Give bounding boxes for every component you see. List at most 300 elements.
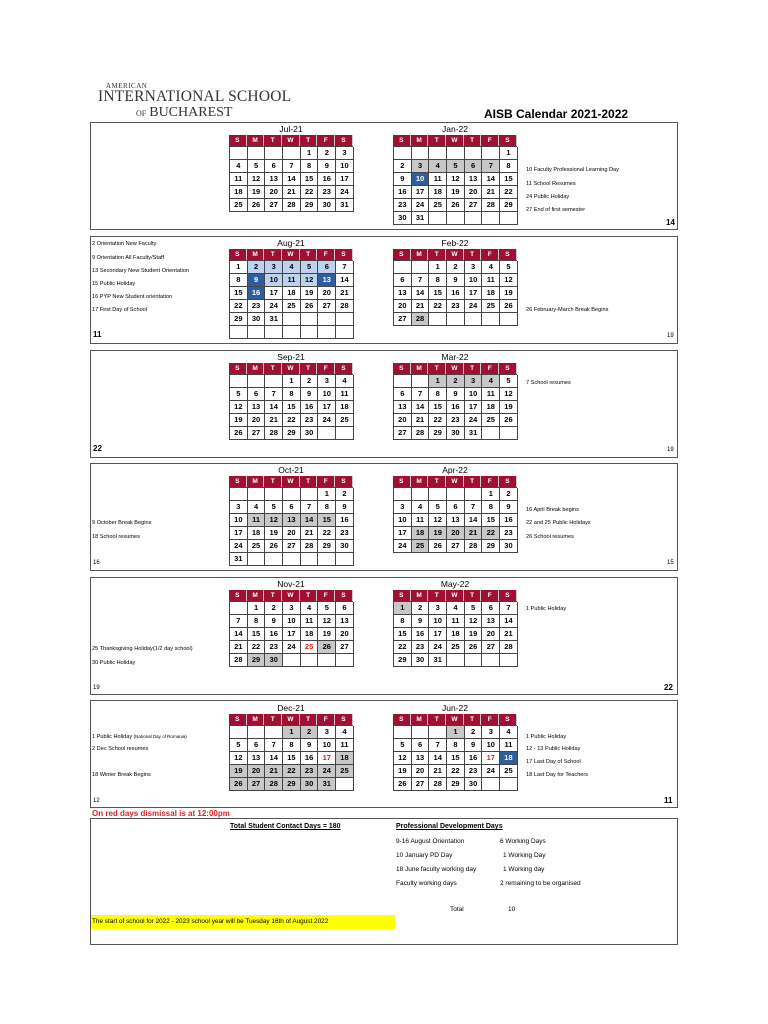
empty-day-cell [301, 654, 319, 667]
day-cell: 4 [500, 726, 518, 739]
day-cell: 27 [447, 540, 465, 553]
month-calendar-jan-22 [393, 124, 517, 225]
day-cell: 9 [447, 388, 465, 401]
day-cell: 25 [482, 414, 500, 427]
empty-day-cell [283, 313, 301, 326]
month-title: Oct-21 [278, 465, 304, 475]
day-cell: 19 [248, 186, 266, 199]
day-cell: 29 [447, 778, 465, 791]
weekday-label: T [300, 363, 318, 374]
day-cell: 2 [301, 375, 319, 388]
day-cell: 26 [318, 641, 336, 654]
day-cell: 5 [265, 501, 283, 514]
day-grid [229, 374, 353, 440]
day-cell: 29 [230, 313, 248, 326]
weekday-label: S [335, 590, 353, 601]
weekday-label: T [428, 476, 446, 487]
day-cell: 1 [429, 375, 447, 388]
day-cell: 11 [248, 514, 266, 527]
day-cell: 17 [318, 752, 336, 765]
day-cell: 12 [230, 401, 248, 414]
day-cell: 21 [265, 414, 283, 427]
day-cell: 23 [265, 641, 283, 654]
weekday-label: W [282, 714, 300, 725]
empty-day-cell [318, 654, 336, 667]
day-cell: 22 [482, 527, 500, 540]
day-cell: 19 [265, 527, 283, 540]
day-cell: 8 [447, 739, 465, 752]
day-cell: 17 [394, 527, 412, 540]
day-cell: 2 [447, 261, 465, 274]
weekday-label: W [446, 249, 464, 260]
note-dec: 18 Winter Break Begins [92, 772, 151, 778]
note-aug: 2 Orientation New Faculty [92, 241, 157, 247]
day-cell: 5 [394, 739, 412, 752]
weekday-header [229, 590, 353, 601]
note-nov: 25 Thanksgiving Holiday(1/2 day school) [92, 646, 193, 652]
pd-row-value: 1 Working Day [503, 852, 546, 859]
weekday-label: T [428, 135, 446, 146]
empty-day-cell [482, 654, 500, 667]
weekday-label: F [481, 363, 499, 374]
day-cell: 30 [301, 427, 319, 440]
note-may: 1 Public Holiday [526, 606, 567, 612]
empty-day-cell [283, 147, 301, 160]
weekday-label: M [411, 590, 429, 601]
empty-day-cell [230, 488, 248, 501]
day-cell: 20 [482, 628, 500, 641]
empty-day-cell [265, 488, 283, 501]
day-cell: 3 [336, 147, 354, 160]
day-count: 14 [666, 218, 675, 227]
day-cell: 25 [336, 765, 354, 778]
month-title: Jul-21 [279, 124, 303, 134]
weekday-label: T [300, 590, 318, 601]
day-cell: 24 [465, 300, 483, 313]
day-cell: 26 [447, 199, 465, 212]
day-cell: 14 [500, 615, 518, 628]
day-cell: 16 [500, 514, 518, 527]
weekday-label: S [393, 590, 411, 601]
day-cell: 22 [394, 641, 412, 654]
day-cell: 6 [283, 501, 301, 514]
day-cell: 25 [230, 199, 248, 212]
day-cell: 3 [283, 602, 301, 615]
day-cell: 23 [412, 641, 430, 654]
day-cell: 30 [447, 427, 465, 440]
day-cell: 28 [230, 654, 248, 667]
day-cell: 23 [447, 300, 465, 313]
day-cell: 7 [412, 274, 430, 287]
day-grid [229, 725, 353, 791]
day-cell: 15 [230, 287, 248, 300]
day-cell: 1 [230, 261, 248, 274]
day-cell: 26 [394, 778, 412, 791]
day-cell: 12 [301, 274, 319, 287]
weekday-label: W [282, 135, 300, 146]
day-grid [393, 601, 517, 667]
day-cell: 11 [482, 388, 500, 401]
weekday-label: M [411, 363, 429, 374]
note-jan: 27 End of first semester [526, 207, 586, 213]
empty-day-cell [230, 375, 248, 388]
month-title: Jun-22 [442, 703, 468, 713]
day-cell: 23 [500, 527, 518, 540]
day-cell: 2 [465, 726, 483, 739]
day-cell: 10 [318, 388, 336, 401]
day-cell: 21 [482, 186, 500, 199]
day-cell: 14 [283, 173, 301, 186]
day-cell: 24 [482, 765, 500, 778]
weekday-header [393, 363, 517, 374]
day-cell: 15 [248, 628, 266, 641]
day-cell: 6 [336, 602, 354, 615]
day-cell: 17 [412, 186, 430, 199]
day-cell: 10 [318, 739, 336, 752]
day-cell: 30 [318, 199, 336, 212]
empty-day-cell [318, 326, 336, 339]
day-cell: 16 [465, 752, 483, 765]
weekday-label: T [264, 249, 282, 260]
day-cell: 13 [265, 173, 283, 186]
weekday-label: T [464, 476, 482, 487]
day-cell: 9 [336, 501, 354, 514]
empty-day-cell [482, 313, 500, 326]
day-cell: 5 [429, 501, 447, 514]
day-count: 12 [93, 798, 100, 804]
day-cell: 10 [412, 173, 430, 186]
day-cell: 10 [482, 739, 500, 752]
day-cell: 21 [412, 300, 430, 313]
weekday-label: T [464, 714, 482, 725]
weekday-label: W [282, 363, 300, 374]
day-cell: 23 [248, 300, 266, 313]
empty-day-cell [482, 778, 500, 791]
weekday-label: F [317, 363, 335, 374]
weekday-label: M [411, 476, 429, 487]
day-cell: 22 [318, 527, 336, 540]
day-cell: 7 [283, 160, 301, 173]
weekday-label: F [481, 249, 499, 260]
day-cell: 12 [447, 173, 465, 186]
day-cell: 15 [429, 401, 447, 414]
day-grid [393, 260, 517, 326]
day-count: 22 [664, 683, 673, 692]
day-cell: 1 [248, 602, 266, 615]
day-cell: 2 [447, 375, 465, 388]
day-cell: 7 [265, 388, 283, 401]
day-cell: 4 [283, 261, 301, 274]
day-cell: 30 [248, 313, 266, 326]
pd-row-value: 1 Working day [503, 866, 545, 873]
day-cell: 20 [465, 186, 483, 199]
weekday-label: T [428, 363, 446, 374]
day-cell: 26 [301, 300, 319, 313]
day-cell: 7 [465, 501, 483, 514]
empty-day-cell [482, 212, 500, 225]
day-cell: 6 [318, 261, 336, 274]
day-cell: 5 [248, 160, 266, 173]
day-grid [229, 487, 353, 566]
day-cell: 12 [465, 615, 483, 628]
day-cell: 14 [465, 514, 483, 527]
day-cell: 1 [318, 488, 336, 501]
empty-day-cell [301, 326, 319, 339]
contact-days: Total Student Contact Days = 180 [230, 823, 341, 830]
empty-day-cell [265, 147, 283, 160]
day-cell: 31 [429, 654, 447, 667]
weekday-label: M [247, 590, 265, 601]
day-cell: 1 [283, 375, 301, 388]
day-cell: 10 [283, 615, 301, 628]
day-grid [229, 146, 353, 212]
note-jun: 17 Last Day of School [526, 759, 581, 765]
day-cell: 24 [230, 540, 248, 553]
weekday-header [393, 476, 517, 487]
note-apr: 26 School resumes [526, 534, 574, 540]
day-cell: 24 [465, 414, 483, 427]
note-jan: 24 Public Holiday [526, 194, 570, 200]
day-cell: 1 [429, 261, 447, 274]
pd-row-value: 6 Working Days [500, 838, 546, 845]
day-cell: 27 [248, 427, 266, 440]
weekday-label: S [393, 249, 411, 260]
weekday-label: M [247, 476, 265, 487]
day-cell: 10 [336, 160, 354, 173]
day-cell: 20 [394, 414, 412, 427]
day-cell: 24 [412, 199, 430, 212]
day-cell: 9 [465, 739, 483, 752]
empty-day-cell [301, 313, 319, 326]
logo-bucharest: BUCHAREST [149, 105, 233, 120]
day-cell: 20 [412, 765, 430, 778]
weekday-header [229, 363, 353, 374]
pd-total-value: 10 [508, 906, 516, 913]
block-oct-apr [90, 463, 678, 571]
note-apr: 22 and 25 Public Holidays [526, 520, 591, 526]
empty-day-cell [283, 326, 301, 339]
day-cell: 7 [500, 602, 518, 615]
day-cell: 20 [265, 186, 283, 199]
day-cell: 22 [248, 641, 266, 654]
day-cell: 4 [482, 261, 500, 274]
day-cell: 11 [230, 173, 248, 186]
pd-row-label: 10 January PD Day [396, 852, 453, 859]
empty-day-cell [500, 313, 518, 326]
day-cell: 17 [482, 752, 500, 765]
weekday-label: F [317, 135, 335, 146]
day-cell: 4 [336, 726, 354, 739]
school-logo [96, 80, 292, 122]
day-cell: 28 [265, 427, 283, 440]
day-cell: 14 [336, 274, 354, 287]
day-grid [393, 487, 517, 553]
day-cell: 29 [318, 540, 336, 553]
day-cell: 21 [429, 765, 447, 778]
month-calendar-oct-21 [229, 465, 353, 566]
empty-day-cell [265, 726, 283, 739]
pd-row-label: 18 June faculty working day [396, 866, 477, 873]
weekday-label: F [317, 714, 335, 725]
day-cell: 22 [429, 300, 447, 313]
weekday-label: W [446, 363, 464, 374]
weekday-label: T [428, 590, 446, 601]
pd-total-label: Total [450, 906, 464, 913]
empty-day-cell [318, 553, 336, 566]
day-count: 16 [93, 560, 100, 566]
empty-day-cell [412, 726, 430, 739]
day-cell: 29 [283, 778, 301, 791]
empty-day-cell [265, 375, 283, 388]
day-cell: 19 [465, 628, 483, 641]
weekday-label: W [282, 476, 300, 487]
note-dec [92, 734, 187, 740]
empty-day-cell [429, 147, 447, 160]
day-cell: 11 [447, 615, 465, 628]
empty-day-cell [447, 654, 465, 667]
day-cell: 26 [230, 427, 248, 440]
logo-line-international-school: INTERNATIONAL SCHOOL [98, 88, 292, 105]
empty-day-cell [230, 602, 248, 615]
note-aug: 9 Orientation All Faculty/Staff [92, 255, 165, 261]
day-cell: 9 [248, 274, 266, 287]
note-jan: 11 School Resumes [526, 181, 576, 187]
weekday-header [393, 135, 517, 146]
day-cell: 4 [301, 602, 319, 615]
day-cell: 26 [265, 540, 283, 553]
day-cell: 28 [283, 199, 301, 212]
day-cell: 12 [429, 514, 447, 527]
day-cell: 21 [465, 527, 483, 540]
day-cell: 8 [482, 501, 500, 514]
day-cell: 15 [318, 514, 336, 527]
day-cell: 16 [394, 186, 412, 199]
day-cell: 13 [465, 173, 483, 186]
day-cell: 21 [265, 765, 283, 778]
day-cell: 24 [265, 300, 283, 313]
weekday-header [229, 249, 353, 260]
day-cell: 10 [394, 514, 412, 527]
weekday-label: T [264, 590, 282, 601]
day-cell: 19 [394, 765, 412, 778]
day-cell: 11 [283, 274, 301, 287]
dismissal-note: On red days dismissal is at 12:00pm [92, 809, 230, 818]
empty-day-cell [447, 147, 465, 160]
day-cell: 15 [429, 287, 447, 300]
day-cell: 6 [248, 388, 266, 401]
day-cell: 22 [283, 414, 301, 427]
weekday-label: T [264, 135, 282, 146]
month-title: May-22 [440, 579, 470, 589]
day-cell: 15 [447, 752, 465, 765]
empty-day-cell [465, 147, 483, 160]
day-cell: 18 [248, 527, 266, 540]
weekday-label: F [481, 476, 499, 487]
day-cell: 26 [230, 778, 248, 791]
month-title: Feb-22 [441, 238, 469, 248]
day-cell: 17 [265, 287, 283, 300]
empty-day-cell [394, 147, 412, 160]
day-cell: 8 [429, 274, 447, 287]
day-cell: 2 [394, 160, 412, 173]
day-cell: 9 [500, 501, 518, 514]
day-cell: 26 [429, 540, 447, 553]
day-cell: 13 [394, 287, 412, 300]
day-cell: 29 [482, 540, 500, 553]
note-jun: 12 - 13 Public Holiday [526, 746, 581, 752]
empty-day-cell [447, 313, 465, 326]
day-cell: 6 [394, 388, 412, 401]
weekday-label: T [464, 363, 482, 374]
day-cell: 4 [230, 160, 248, 173]
weekday-label: M [247, 363, 265, 374]
day-cell: 18 [412, 527, 430, 540]
day-cell: 3 [482, 726, 500, 739]
month-calendar-dec-21 [229, 703, 353, 791]
day-cell: 26 [500, 300, 518, 313]
weekday-label: S [229, 714, 247, 725]
day-cell: 2 [500, 488, 518, 501]
weekday-label: S [335, 135, 353, 146]
logo-of: OF [136, 109, 147, 118]
day-cell: 29 [283, 427, 301, 440]
day-cell: 10 [265, 274, 283, 287]
day-cell: 4 [336, 375, 354, 388]
note-nov: 30 Public Holiday [92, 660, 136, 666]
weekday-label: F [317, 476, 335, 487]
day-cell: 22 [301, 186, 319, 199]
day-grid [229, 260, 353, 339]
day-cell: 25 [482, 300, 500, 313]
day-cell: 29 [248, 654, 266, 667]
day-cell: 27 [394, 313, 412, 326]
day-cell: 1 [482, 488, 500, 501]
weekday-header [229, 135, 353, 146]
month-title: Sep-21 [277, 352, 305, 362]
weekday-label: S [335, 363, 353, 374]
empty-day-cell [301, 553, 319, 566]
empty-day-cell [283, 553, 301, 566]
day-cell: 18 [230, 186, 248, 199]
day-cell: 11 [412, 514, 430, 527]
block-aug-feb [90, 236, 678, 344]
empty-day-cell [265, 326, 283, 339]
day-cell: 8 [500, 160, 518, 173]
empty-day-cell [447, 212, 465, 225]
weekday-label: S [499, 476, 517, 487]
note-jan: 10 Faculty Professional Learning Day [526, 167, 619, 173]
day-cell: 23 [318, 186, 336, 199]
day-cell: 13 [248, 752, 266, 765]
day-cell: 24 [318, 414, 336, 427]
month-calendar-sep-21 [229, 352, 353, 440]
day-cell: 23 [394, 199, 412, 212]
note-feb: 26 February-March Break Begins [526, 307, 609, 313]
day-cell: 1 [447, 726, 465, 739]
day-cell: 12 [265, 514, 283, 527]
day-cell: 16 [412, 628, 430, 641]
weekday-label: S [229, 249, 247, 260]
month-calendar-feb-22 [393, 238, 517, 326]
day-cell: 20 [248, 414, 266, 427]
day-cell: 24 [336, 186, 354, 199]
day-cell: 12 [248, 173, 266, 186]
day-cell: 30 [265, 654, 283, 667]
day-cell: 17 [283, 628, 301, 641]
note-aug: 15 Public Holiday [92, 281, 136, 287]
day-cell: 27 [336, 641, 354, 654]
day-cell: 1 [283, 726, 301, 739]
